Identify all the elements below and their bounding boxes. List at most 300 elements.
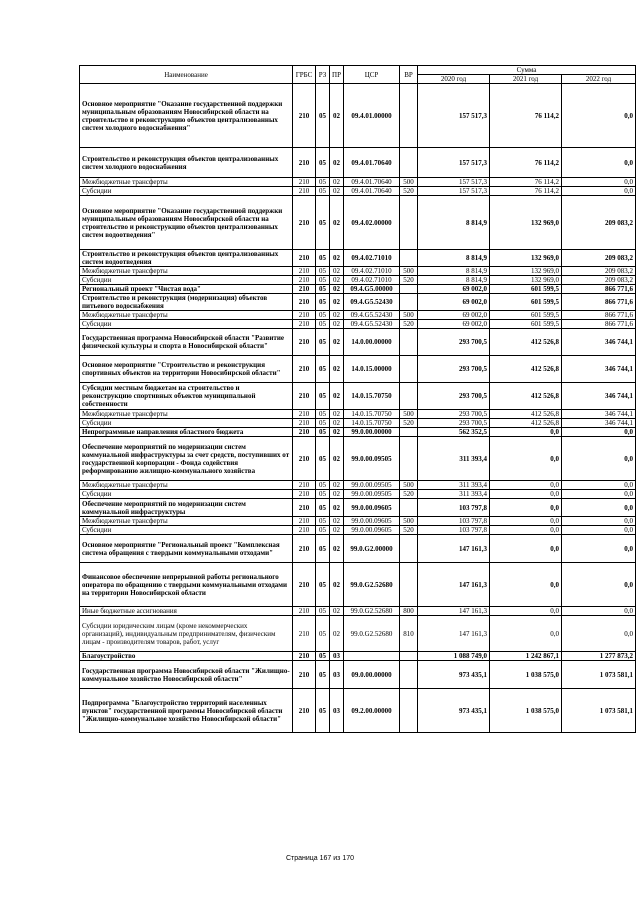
row-rz: 05 — [316, 563, 330, 607]
row-rz: 05 — [316, 652, 330, 661]
row-vr — [400, 652, 418, 661]
header-year-2021: 2021 год — [490, 75, 562, 84]
table-row — [80, 652, 636, 661]
table-row — [80, 148, 636, 178]
table-body — [80, 84, 636, 733]
row-grbs: 210 — [293, 311, 316, 320]
row-pr: 02 — [330, 320, 344, 329]
row-grbs: 210 — [293, 267, 316, 276]
row-rz: 05 — [316, 661, 330, 689]
row-rz: 05 — [316, 689, 330, 733]
row-vr — [400, 535, 418, 563]
row-name: Государственная программа Новосибирской области "Развитие физической культуры и спорта в Новосибирской области" — [80, 329, 293, 356]
row-rz: 05 — [316, 285, 330, 294]
row-name: Субсидии — [80, 187, 293, 196]
table-row — [80, 285, 636, 294]
row-vr: 520 — [400, 320, 418, 329]
row-name: Подпрограмма "Благоустройство территорий населенных пунктов" государственной программы Новосибирской области "Жилищно-коммунальное хозяйство Новосибирской области" — [80, 689, 293, 733]
row-csr: 09.4.01.00000 — [344, 84, 400, 148]
row-pr: 02 — [330, 517, 344, 526]
row-rz: 05 — [316, 499, 330, 517]
row-pr: 03 — [330, 661, 344, 689]
row-2021: 76 114,2 — [490, 187, 562, 196]
row-pr: 02 — [330, 329, 344, 356]
row-grbs: 210 — [293, 419, 316, 428]
row-2020: 973 435,1 — [418, 689, 490, 733]
row-2021: 1 242 867,1 — [490, 652, 562, 661]
row-pr: 02 — [330, 187, 344, 196]
row-name: Межбюджетные трансферты — [80, 410, 293, 419]
row-2020: 69 002,0 — [418, 285, 490, 294]
row-rz: 05 — [316, 383, 330, 410]
row-name: Строительство и реконструкция объектов централизованных систем холодного водоснабжения — [80, 148, 293, 178]
row-rz: 05 — [316, 490, 330, 499]
row-pr: 02 — [330, 607, 344, 616]
row-2020: 157 517,3 — [418, 148, 490, 178]
table-row — [80, 294, 636, 311]
row-2022: 0,0 — [562, 499, 636, 517]
row-2021: 132 969,0 — [490, 276, 562, 285]
row-rz: 05 — [316, 187, 330, 196]
table-row — [80, 499, 636, 517]
row-2020: 147 161,3 — [418, 607, 490, 616]
row-csr — [344, 652, 400, 661]
row-name: Межбюджетные трансферты — [80, 267, 293, 276]
table-row — [80, 661, 636, 689]
row-name: Основное мероприятие "Оказание государственной поддержки муниципальным образованиям Новосибирской области на строительство и реконструкцию объектов централизованных систем водоотведения" — [80, 196, 293, 250]
row-2021: 132 969,0 — [490, 196, 562, 250]
row-2021: 0,0 — [490, 535, 562, 563]
row-pr: 02 — [330, 178, 344, 187]
row-grbs: 210 — [293, 563, 316, 607]
row-2021: 0,0 — [490, 526, 562, 535]
row-grbs: 210 — [293, 84, 316, 148]
row-2020: 311 393,4 — [418, 490, 490, 499]
row-csr: 14.0.15.70750 — [344, 419, 400, 428]
row-name: Субсидии — [80, 526, 293, 535]
table-row — [80, 437, 636, 481]
row-pr: 02 — [330, 84, 344, 148]
row-name: Основное мероприятие "Оказание государственной поддержки муниципальным образованиям Новосибирской области на строительство и реконструкцию объектов централизованных систем холодного водоснабжения" — [80, 84, 293, 148]
row-name: Иные бюджетные ассигнования — [80, 607, 293, 616]
row-rz: 05 — [316, 178, 330, 187]
row-vr: 500 — [400, 410, 418, 419]
row-pr: 02 — [330, 148, 344, 178]
row-vr: 520 — [400, 276, 418, 285]
row-2022: 0,0 — [562, 517, 636, 526]
row-csr: 09.4.02.71010 — [344, 276, 400, 285]
budget-table — [79, 65, 636, 733]
row-grbs: 210 — [293, 499, 316, 517]
row-rz: 05 — [316, 517, 330, 526]
row-grbs: 210 — [293, 481, 316, 490]
row-name: Строительство и реконструкция (модернизация) объектов питьевого водоснабжения — [80, 294, 293, 311]
table-row — [80, 490, 636, 499]
row-rz: 05 — [316, 196, 330, 250]
row-2022: 0,0 — [562, 148, 636, 178]
row-2022: 0,0 — [562, 428, 636, 437]
row-pr: 02 — [330, 410, 344, 419]
row-csr: 99.0.G2.52680 — [344, 616, 400, 652]
row-csr: 99.0.00.00000 — [344, 428, 400, 437]
row-pr: 02 — [330, 419, 344, 428]
page-number: Страница 167 из 170 — [285, 855, 355, 862]
row-csr: 09.4.G5.52430 — [344, 294, 400, 311]
row-csr: 99.0.00.09605 — [344, 499, 400, 517]
row-vr: 500 — [400, 178, 418, 187]
row-2022: 0,0 — [562, 490, 636, 499]
row-vr — [400, 329, 418, 356]
row-csr: 09.4.01.70640 — [344, 148, 400, 178]
row-pr: 02 — [330, 356, 344, 383]
row-csr: 99.0.00.09605 — [344, 526, 400, 535]
row-2021: 0,0 — [490, 607, 562, 616]
row-rz: 05 — [316, 276, 330, 285]
row-2020: 157 517,3 — [418, 178, 490, 187]
header-pr: ПР — [330, 66, 344, 84]
row-vr — [400, 428, 418, 437]
row-2021: 0,0 — [490, 563, 562, 607]
row-2021: 0,0 — [490, 481, 562, 490]
row-csr: 99.0.00.09505 — [344, 490, 400, 499]
table-row — [80, 196, 636, 250]
row-rz: 05 — [316, 535, 330, 563]
row-2022: 209 083,2 — [562, 250, 636, 267]
row-pr: 03 — [330, 689, 344, 733]
row-pr: 02 — [330, 294, 344, 311]
table-row — [80, 276, 636, 285]
row-2022: 0,0 — [562, 187, 636, 196]
row-grbs: 210 — [293, 250, 316, 267]
table-row — [80, 616, 636, 652]
row-csr: 99.0.G2.52680 — [344, 607, 400, 616]
row-grbs: 210 — [293, 178, 316, 187]
row-rz: 05 — [316, 437, 330, 481]
row-2021: 0,0 — [490, 517, 562, 526]
row-name: Обеспечение мероприятий по модернизации систем коммунальной инфраструктуры — [80, 499, 293, 517]
row-name: Субсидии — [80, 490, 293, 499]
table-row — [80, 526, 636, 535]
row-csr: 14.0.15.70750 — [344, 410, 400, 419]
row-name: Субсидии — [80, 320, 293, 329]
row-rz: 05 — [316, 329, 330, 356]
row-pr: 02 — [330, 285, 344, 294]
table-row — [80, 178, 636, 187]
row-2021: 132 969,0 — [490, 267, 562, 276]
row-csr: 99.0.00.09605 — [344, 517, 400, 526]
row-vr — [400, 356, 418, 383]
row-vr: 520 — [400, 187, 418, 196]
row-vr: 500 — [400, 311, 418, 320]
row-2020: 8 814,9 — [418, 276, 490, 285]
row-grbs: 210 — [293, 329, 316, 356]
row-2020: 293 700,5 — [418, 356, 490, 383]
row-pr: 02 — [330, 267, 344, 276]
row-2020: 69 002,0 — [418, 294, 490, 311]
row-2021: 0,0 — [490, 490, 562, 499]
row-grbs: 210 — [293, 196, 316, 250]
row-pr: 02 — [330, 276, 344, 285]
table-row — [80, 517, 636, 526]
row-csr: 09.4.01.70640 — [344, 187, 400, 196]
table-row — [80, 481, 636, 490]
row-2022: 1 277 873,2 — [562, 652, 636, 661]
row-pr: 02 — [330, 535, 344, 563]
row-2020: 147 161,3 — [418, 535, 490, 563]
header-year-2020: 2020 год — [418, 75, 490, 84]
row-vr: 500 — [400, 267, 418, 276]
row-2021: 1 038 575,0 — [490, 661, 562, 689]
row-2020: 311 393,4 — [418, 481, 490, 490]
row-2022: 866 771,6 — [562, 294, 636, 311]
row-2021: 601 599,5 — [490, 285, 562, 294]
table-row — [80, 311, 636, 320]
row-2021: 412 526,8 — [490, 356, 562, 383]
row-grbs: 210 — [293, 535, 316, 563]
row-2022: 0,0 — [562, 437, 636, 481]
row-rz: 05 — [316, 428, 330, 437]
row-vr — [400, 499, 418, 517]
row-vr — [400, 437, 418, 481]
row-rz: 05 — [316, 267, 330, 276]
row-grbs: 210 — [293, 437, 316, 481]
row-2021: 412 526,8 — [490, 410, 562, 419]
table-row — [80, 419, 636, 428]
table-row — [80, 187, 636, 196]
row-2022: 866 771,6 — [562, 285, 636, 294]
row-2022: 0,0 — [562, 481, 636, 490]
row-vr: 520 — [400, 490, 418, 499]
row-name: Межбюджетные трансферты — [80, 517, 293, 526]
row-pr: 02 — [330, 563, 344, 607]
row-rz: 05 — [316, 294, 330, 311]
row-grbs: 210 — [293, 526, 316, 535]
row-pr: 03 — [330, 652, 344, 661]
row-2021: 0,0 — [490, 428, 562, 437]
row-2022: 0,0 — [562, 178, 636, 187]
row-name: Непрограммные направления областного бюджета — [80, 428, 293, 437]
row-2020: 147 161,3 — [418, 563, 490, 607]
row-csr: 09.4.02.71010 — [344, 267, 400, 276]
row-name: Строительство и реконструкция объектов централизованных систем водоотведения — [80, 250, 293, 267]
row-rz: 05 — [316, 526, 330, 535]
row-vr: 500 — [400, 517, 418, 526]
row-grbs: 210 — [293, 490, 316, 499]
row-2022: 346 744,1 — [562, 383, 636, 410]
row-vr: 520 — [400, 526, 418, 535]
row-grbs: 210 — [293, 356, 316, 383]
row-pr: 02 — [330, 196, 344, 250]
row-rz: 05 — [316, 320, 330, 329]
row-csr: 99.0.G2.00000 — [344, 535, 400, 563]
table-row — [80, 250, 636, 267]
row-grbs: 210 — [293, 661, 316, 689]
table-row — [80, 607, 636, 616]
row-csr: 09.0.00.00000 — [344, 661, 400, 689]
row-pr: 02 — [330, 311, 344, 320]
row-2021: 0,0 — [490, 499, 562, 517]
row-csr: 99.0.G2.52680 — [344, 563, 400, 607]
row-vr — [400, 250, 418, 267]
row-2020: 1 088 749,0 — [418, 652, 490, 661]
row-pr: 02 — [330, 250, 344, 267]
row-grbs: 210 — [293, 276, 316, 285]
row-pr: 02 — [330, 526, 344, 535]
row-pr: 02 — [330, 616, 344, 652]
row-name: Финансовое обеспечение непрерывной работы регионального оператора по обращению с твердыми коммунальными отходами на территории Новосибирской области — [80, 563, 293, 607]
row-2022: 209 083,2 — [562, 267, 636, 276]
header-rz: РЗ — [316, 66, 330, 84]
row-grbs: 210 — [293, 616, 316, 652]
row-2020: 293 700,5 — [418, 419, 490, 428]
header-year-2022: 2022 год — [562, 75, 636, 84]
row-2022: 0,0 — [562, 84, 636, 148]
row-2022: 209 083,2 — [562, 276, 636, 285]
row-grbs: 210 — [293, 294, 316, 311]
row-2021: 601 599,5 — [490, 320, 562, 329]
row-2022: 346 744,1 — [562, 410, 636, 419]
header-grbs: ГРБС — [293, 66, 316, 84]
row-pr: 02 — [330, 383, 344, 410]
row-csr: 09.4.02.00000 — [344, 196, 400, 250]
row-2021: 132 969,0 — [490, 250, 562, 267]
row-2021: 601 599,5 — [490, 311, 562, 320]
row-name: Субсидии — [80, 419, 293, 428]
row-rz: 05 — [316, 410, 330, 419]
row-name: Обеспечение мероприятий по модернизации систем коммунальной инфраструктуры за счет средств, поступивших от государственной корпорации - Фонда содействия реформированию жилищно-коммунального хозяйства — [80, 437, 293, 481]
row-name: Основное мероприятие "Региональный проект "Комплексная система обращения с твердыми коммунальными отходами" — [80, 535, 293, 563]
row-vr — [400, 689, 418, 733]
table-row — [80, 356, 636, 383]
table-row — [80, 267, 636, 276]
row-2022: 0,0 — [562, 535, 636, 563]
row-rz: 05 — [316, 311, 330, 320]
row-grbs: 210 — [293, 320, 316, 329]
row-2020: 103 797,8 — [418, 517, 490, 526]
row-vr: 810 — [400, 616, 418, 652]
row-2022: 346 744,1 — [562, 419, 636, 428]
row-2020: 293 700,5 — [418, 410, 490, 419]
row-csr: 09.4.01.70640 — [344, 178, 400, 187]
row-pr: 02 — [330, 499, 344, 517]
row-2020: 973 435,1 — [418, 661, 490, 689]
row-rz: 05 — [316, 607, 330, 616]
row-rz: 05 — [316, 481, 330, 490]
row-name: Региональный проект "Чистая вода" — [80, 285, 293, 294]
row-vr: 520 — [400, 419, 418, 428]
header-name: Наименование — [80, 66, 293, 84]
row-2020: 69 002,0 — [418, 311, 490, 320]
row-vr — [400, 84, 418, 148]
row-csr: 09.4.G5.52430 — [344, 320, 400, 329]
row-2022: 209 083,2 — [562, 196, 636, 250]
row-pr: 02 — [330, 437, 344, 481]
row-rz: 05 — [316, 356, 330, 383]
row-vr — [400, 294, 418, 311]
row-csr: 99.0.00.09505 — [344, 481, 400, 490]
row-grbs: 210 — [293, 410, 316, 419]
row-2020: 103 797,8 — [418, 499, 490, 517]
row-2022: 346 744,1 — [562, 356, 636, 383]
row-csr: 14.0.00.00000 — [344, 329, 400, 356]
row-2022: 346 744,1 — [562, 329, 636, 356]
row-2020: 562 352,5 — [418, 428, 490, 437]
row-pr: 02 — [330, 481, 344, 490]
row-2020: 293 700,5 — [418, 329, 490, 356]
row-grbs: 210 — [293, 285, 316, 294]
row-2022: 866 771,6 — [562, 320, 636, 329]
row-vr — [400, 563, 418, 607]
row-2021: 0,0 — [490, 616, 562, 652]
row-name: Субсидии местным бюджетам на строительство и реконструкцию спортивных объектов муниципальной собственности — [80, 383, 293, 410]
row-grbs: 210 — [293, 517, 316, 526]
table-row — [80, 535, 636, 563]
row-grbs: 210 — [293, 652, 316, 661]
row-2022: 866 771,6 — [562, 311, 636, 320]
row-2020: 8 814,9 — [418, 267, 490, 276]
row-2022: 1 073 581,1 — [562, 661, 636, 689]
row-csr: 09.4.02.71010 — [344, 250, 400, 267]
row-name: Межбюджетные трансферты — [80, 311, 293, 320]
row-name: Межбюджетные трансферты — [80, 481, 293, 490]
row-2021: 412 526,8 — [490, 419, 562, 428]
row-grbs: 210 — [293, 187, 316, 196]
row-2020: 147 161,3 — [418, 616, 490, 652]
row-rz: 05 — [316, 616, 330, 652]
row-name: Основное мероприятие "Строительство и реконструкция спортивных объектов на территории Новосибирской области" — [80, 356, 293, 383]
row-name: Государственная программа Новосибирской области "Жилищно-коммунальное хозяйство Новосибирской области" — [80, 661, 293, 689]
row-grbs: 210 — [293, 383, 316, 410]
table-row — [80, 428, 636, 437]
row-2021: 412 526,8 — [490, 383, 562, 410]
row-csr: 09.2.00.00000 — [344, 689, 400, 733]
row-vr — [400, 383, 418, 410]
table-row — [80, 320, 636, 329]
row-2020: 8 814,9 — [418, 196, 490, 250]
table-row — [80, 689, 636, 733]
row-name: Межбюджетные трансферты — [80, 178, 293, 187]
row-vr — [400, 196, 418, 250]
row-2021: 412 526,8 — [490, 329, 562, 356]
row-vr — [400, 285, 418, 294]
row-2020: 103 797,8 — [418, 526, 490, 535]
row-grbs: 210 — [293, 607, 316, 616]
row-2021: 601 599,5 — [490, 294, 562, 311]
row-pr: 02 — [330, 428, 344, 437]
row-2020: 157 517,3 — [418, 84, 490, 148]
row-csr: 14.0.15.00000 — [344, 356, 400, 383]
row-csr: 99.0.00.09505 — [344, 437, 400, 481]
row-2020: 8 814,9 — [418, 250, 490, 267]
row-2020: 69 002,0 — [418, 320, 490, 329]
row-2022: 1 073 581,1 — [562, 689, 636, 733]
row-rz: 05 — [316, 84, 330, 148]
row-name: Благоустройство — [80, 652, 293, 661]
table-row — [80, 410, 636, 419]
row-csr: 14.0.15.70750 — [344, 383, 400, 410]
row-grbs: 210 — [293, 689, 316, 733]
row-name: Субсидии — [80, 276, 293, 285]
table-row — [80, 84, 636, 148]
row-2022: 0,0 — [562, 526, 636, 535]
row-vr: 500 — [400, 481, 418, 490]
header-sum: Сумма — [418, 66, 636, 75]
row-grbs: 210 — [293, 428, 316, 437]
row-2020: 311 393,4 — [418, 437, 490, 481]
row-name: Субсидии юридическим лицам (кроме некоммерческих организаций), индивидуальным предпринимателям, физическим лицам - производителям товаров, работ, услуг — [80, 616, 293, 652]
header-csr: ЦСР — [344, 66, 400, 84]
row-2021: 76 114,2 — [490, 84, 562, 148]
